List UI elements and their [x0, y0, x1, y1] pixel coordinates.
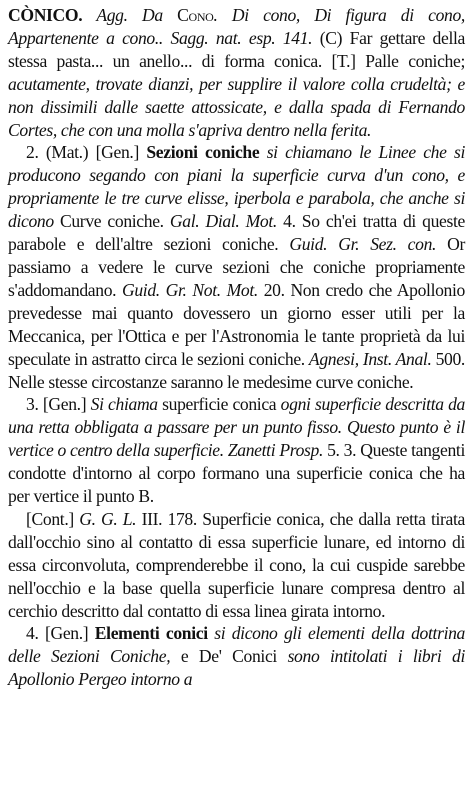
text-run: G. G. L.: [79, 508, 137, 529]
text-run: 500. Nelle stesse circostanze saranno le medesime curve coniche.: [8, 348, 465, 392]
text-run: Gal. Dial. Mot.: [169, 211, 277, 232]
text-run: sono intitolati i libri di Apollonio Pergeo intorno a: [8, 646, 465, 690]
text-run: 4. So ch'ei tratta di queste parabole e dell'altre sezioni coniche.: [8, 211, 466, 255]
text-run: superficie conica: [157, 394, 281, 415]
text-run: Or passiamo a vedere le curve sezioni che coniche propriamente s'addomandano.: [8, 234, 465, 300]
text-run: 5. 3. Queste tangenti condotte d'intorno al corpo formano una superficie conica che ha per vertice il punto B.: [8, 440, 465, 507]
text-run: Cono: [177, 5, 214, 25]
text-run: Agg. Da: [82, 5, 178, 25]
text-run: si chiamano le Linee che si producono segando con piani la superficie curva d'un cono, e propriamente le tre curve elisse, iperbola e parabola, che anche si dicono: [8, 142, 465, 232]
text-run: . Di cono, Di figura di cono, Appartenente a cono.. Sagg. nat. esp. 141.: [8, 5, 465, 48]
text-run: acutamente, trovate dianzi, per supplire il valore colla crudeltà; e non dissimili dalle saette attossicate, e dalla spada di Fernando Cortes, che con una molla s'apriva dentro nella ferita.: [8, 73, 465, 140]
text-run: CÒNICO.: [8, 5, 83, 25]
text-run: Curve coniche.: [53, 211, 170, 232]
text-run: Guid. Gr. Sez. con.: [289, 234, 437, 255]
text-run: III. 178. Superficie conica, che dalla retta tirata dall'occhio sino al contatto di essa superficie lunare, ed intorno di essa circonvoluta, comprenderebbe il cono, la cui cuspide sarebbe nell'occhio e la base quella superficie lunare compresa dentro al cerchio descritto dal contatto di essa linea girata intorno.: [8, 508, 466, 621]
dictionary-entry-conico: [8, 4, 465, 691]
text-run: 3. [Gen.]: [26, 394, 91, 415]
text-run: Si chiama: [90, 394, 158, 415]
entry-paragraph-sezioni-coniche: [8, 141, 465, 393]
entry-paragraph-superficie-conica: [8, 393, 465, 508]
entry-paragraph-cont-quote: [8, 508, 465, 623]
entry-paragraph-elementi-conici: [8, 622, 465, 691]
text-run: 4. [Gen.]: [26, 623, 95, 644]
text-run: (C) Far gettare della stessa pasta... un anello... di forma conica. [T.] Palle coniche;: [8, 27, 465, 71]
text-run: e De' Conici: [170, 646, 288, 667]
text-run: Elementi conici: [94, 623, 208, 644]
text-run: [Cont.]: [26, 508, 80, 529]
entry-paragraph-definition: [8, 4, 465, 141]
text-run: 20. Non credo che Apollonio prevedesse mai quanto dovessero un giorno esser utili per la Meccanica, per l'Ottica e per l'Astronomia le tante proprietà da lui speculate in astratto circa le sezioni coniche.: [8, 279, 465, 369]
text-run: si dicono gli elementi della dottrina delle Sezioni Coniche,: [8, 623, 466, 667]
text-run: ogni superficie descritta da una retta obbligata a passare per un punto fisso. Questo punto è il vertice o centro della superficie. Zanetti Prosp.: [8, 394, 465, 461]
text-run: 2. (Mat.) [Gen.]: [26, 142, 147, 163]
text-run: Agnesi, Inst. Anal.: [308, 348, 432, 369]
text-run: Sezioni coniche: [146, 142, 260, 163]
text-run: Guid. Gr. Not. Mot.: [122, 279, 258, 300]
